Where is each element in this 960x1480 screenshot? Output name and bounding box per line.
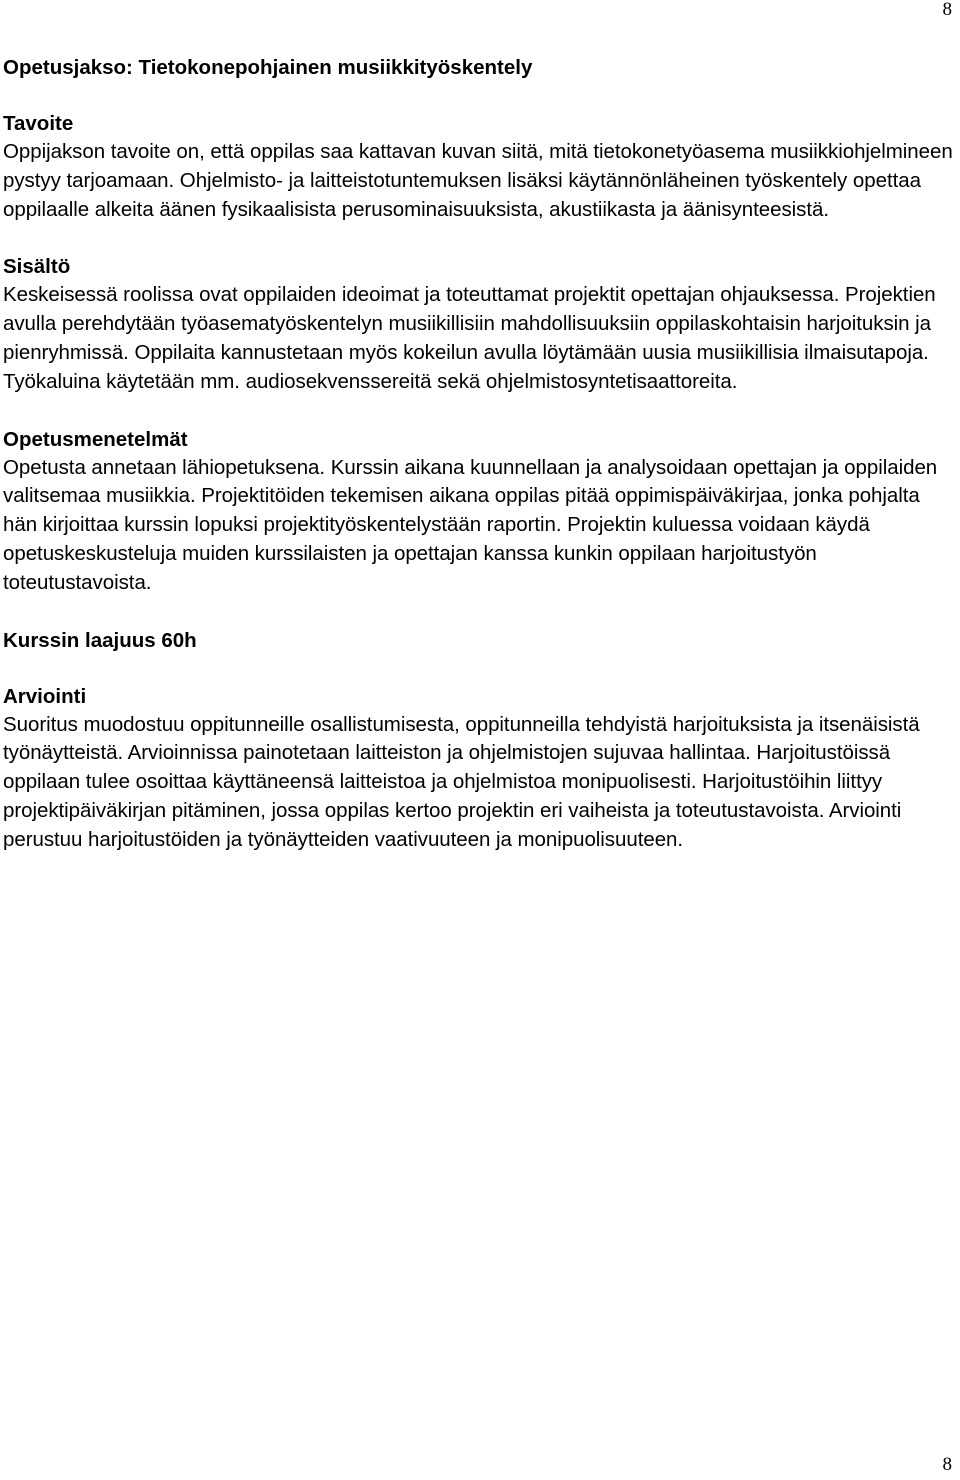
section-body: Oppijakson tavoite on, että oppilas saa kattavan kuvan siitä, mitä tietokonetyöasema musiikkiohjelmineen pystyy tarjoamaan. Ohjelmisto- ja laitteistotuntemuksen lisäksi käytännönläheinen työskentely opettaa oppilaalle alkeita äänen fysikaalisista perusominaisuuksista, akustiikasta ja äänisynteesistä. xyxy=(3,140,953,221)
section-heading: Kurssin laajuus 60h xyxy=(3,628,197,652)
section-tavoite xyxy=(3,109,958,224)
section-kurssin-laajuus xyxy=(3,626,958,655)
section-heading: Sisältö xyxy=(3,255,71,279)
section-body: Opetusta annetaan lähiopetuksena. Kurssin aikana kuunnellaan ja analysoidaan opettajan ja oppilaiden valitsemaa musiikkia. Projektitöiden tekemisen aikana oppilas pitää oppimispäiväkirjaa, jonka pohjalta hän kirjoittaa kurssin lopuksi projektityöskentelystään raportin. Projektin kuluessa voidaan käydä opetuskeskusteluja muiden kurssilaisten ja opettajan kanssa kunkin oppilaan harjoitustyön toteutustavoista. xyxy=(3,455,938,594)
section-sisalto xyxy=(3,252,958,396)
section-body: Keskeisessä roolissa ovat oppilaiden ideoimat ja toteuttamat projektit opettajan ohjauksessa. Projektien avulla perehdytään työasematyöskentelyn musiikillisiin mahdollisuuksiin oppilaskohtaisin harjoituksin ja pienryhmissä. Oppilaita kannustetaan myös kokeilun avulla löytämään uusia musiikillisia ilmaisutapoja. Työkaluina käytetään mm. audiosekvenssereitä sekä ohjelmistosyntetisaattoreita. xyxy=(3,283,936,393)
section-arviointi xyxy=(3,682,958,855)
section-heading: Opetusmenetelmät xyxy=(3,427,188,451)
document-title: Opetusjakso: Tietokonepohjainen musiikkityöskentely xyxy=(3,56,533,79)
section-heading: Tavoite xyxy=(3,112,74,135)
page-number-top: 8 xyxy=(942,0,952,20)
section-opetusmenetelmat xyxy=(3,425,958,598)
section-body: Suoritus muodostuu oppitunneille osallistumisesta, oppitunneilla tehdyistä harjoituksista ja itsenäisistä työnäytteistä. Arvioinnissa painotetaan laitteiston ja ohjelmistojen sujuvaa hallintaa. Harjoitustöissä oppilaan tulee osoittaa käyttäneensä laitteistoa ja ohjelmistoa monipuolisesti. Harjoitustöihin liittyy projektipäiväkirjan pitäminen, jossa oppilas kertoo projektin eri vaiheista ja toteutustavoista. Arviointi perustuu harjoitustöiden ja työnäytteiden vaativuuteen ja monipuolisuuteen. xyxy=(3,712,920,851)
document-content xyxy=(3,53,958,883)
section-heading: Arviointi xyxy=(3,684,87,708)
page-number-bottom: 8 xyxy=(942,1454,952,1475)
